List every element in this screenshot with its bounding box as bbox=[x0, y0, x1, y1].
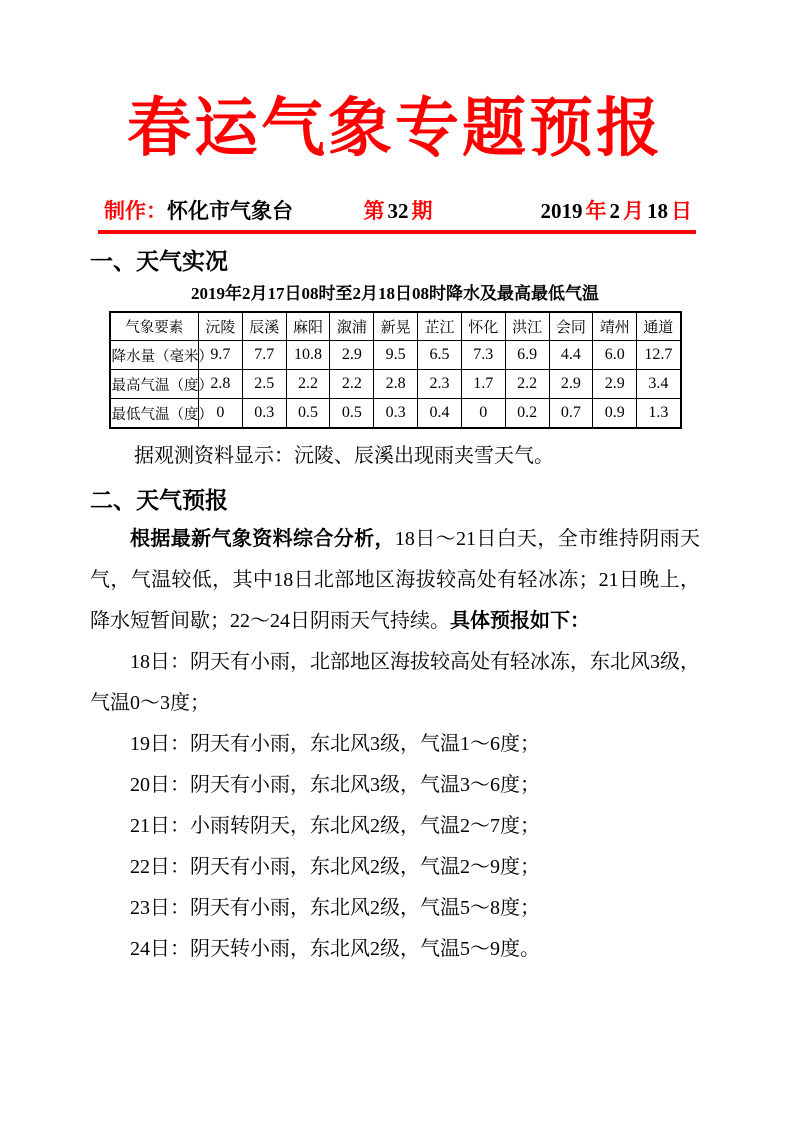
observation-note: 据观测资料显示：沅陵、辰溪出现雨夹雪天气。 bbox=[134, 444, 554, 467]
daily-forecast-day20: 20日：阴天有小雨，东北风3级，气温3～6度； bbox=[130, 773, 540, 796]
issue-prefix: 第 bbox=[363, 199, 385, 223]
table-cell: 12.7 bbox=[637, 341, 681, 370]
table-cell: 0.3 bbox=[242, 399, 286, 428]
table-cell: 3.4 bbox=[637, 370, 681, 399]
row-label: 降水量（毫米） bbox=[110, 341, 199, 370]
forecast-summary bbox=[90, 519, 700, 642]
table-cell: 9.5 bbox=[374, 341, 418, 370]
table-cell: 10.8 bbox=[286, 341, 330, 370]
table-cell: 6.0 bbox=[593, 341, 637, 370]
table-header-cell: 通道 bbox=[637, 312, 681, 341]
producer bbox=[104, 197, 315, 227]
table-header-cell: 辰溪 bbox=[242, 312, 286, 341]
date-year-unit: 年 bbox=[585, 199, 607, 223]
row-label: 最低气温（度） bbox=[110, 399, 199, 428]
table-cell: 0.5 bbox=[330, 399, 374, 428]
table-cell: 0 bbox=[199, 399, 243, 428]
table-header-row bbox=[110, 312, 681, 341]
table-row-max-temp bbox=[110, 370, 681, 399]
table-header-cell: 新晃 bbox=[374, 312, 418, 341]
masthead-divider-rule bbox=[98, 230, 696, 234]
table-cell: 0.9 bbox=[593, 399, 637, 428]
table-row-precipitation bbox=[110, 341, 681, 370]
daily-forecast-day21: 21日：小雨转阴天，东北风2级，气温2～7度； bbox=[130, 814, 540, 837]
document-title: 春运气象专题预报 bbox=[127, 93, 663, 164]
table-cell: 2.8 bbox=[374, 370, 418, 399]
issue-value: 32 bbox=[387, 198, 409, 223]
date-day: 18 bbox=[647, 198, 668, 223]
table-cell: 4.4 bbox=[549, 341, 593, 370]
daily-forecast-day23: 23日：阴天有小雨，东北风2级，气温5～8度； bbox=[130, 896, 540, 919]
table-header-cell: 靖州 bbox=[593, 312, 637, 341]
producer-label: 制作： bbox=[104, 199, 167, 223]
summary-body: 18日～21日白天，全市维持阴雨天气，气温较低，其中18日北部地区海拔较高处有轻冰冻；21日晚上，降水短暂间歇；22～24日阴雨天气持续。 bbox=[90, 527, 701, 632]
daily-forecast-day22: 22日：阴天有小雨，东北风2级，气温2～9度； bbox=[130, 855, 540, 878]
section1-heading: 一、天气实况 bbox=[90, 247, 228, 274]
table-cell: 0.7 bbox=[549, 399, 593, 428]
date-year: 2019 bbox=[540, 198, 583, 223]
table-header-cell: 气象要素 bbox=[110, 312, 199, 341]
daily-forecast-list bbox=[90, 642, 700, 970]
table-cell: 2.2 bbox=[286, 370, 330, 399]
daily-forecast-day19: 19日：阴天有小雨，东北风3级，气温1～6度； bbox=[130, 732, 540, 755]
summary-bold-lead: 根据最新气象资料综合分析， bbox=[130, 527, 395, 550]
table-cell: 0.4 bbox=[418, 399, 462, 428]
table-header-cell: 麻阳 bbox=[286, 312, 330, 341]
producer-name: 怀化市气象台 bbox=[167, 199, 293, 223]
table-cell: 6.9 bbox=[505, 341, 549, 370]
date-day-unit: 日 bbox=[671, 199, 692, 223]
table-header-cell: 怀化 bbox=[461, 312, 505, 341]
table-cell: 2.9 bbox=[549, 370, 593, 399]
table-cell: 2.9 bbox=[593, 370, 637, 399]
table-header-cell: 溆浦 bbox=[330, 312, 374, 341]
table-cell: 2.8 bbox=[199, 370, 243, 399]
table-header-cell: 芷江 bbox=[418, 312, 462, 341]
weather-table-caption: 2019年2月17日08时至2月18日08时降水及最高最低气温 bbox=[191, 283, 599, 303]
issue-number bbox=[315, 196, 480, 227]
table-cell: 7.7 bbox=[242, 341, 286, 370]
issue-date bbox=[481, 196, 692, 227]
table-cell: 1.3 bbox=[637, 399, 681, 428]
section2-heading: 二、天气预报 bbox=[90, 486, 228, 513]
table-cell: 0.3 bbox=[374, 399, 418, 428]
table-cell: 9.7 bbox=[199, 341, 243, 370]
masthead bbox=[90, 196, 700, 227]
row-label: 最高气温（度） bbox=[110, 370, 199, 399]
issue-suffix: 期 bbox=[411, 199, 433, 223]
table-header-cell: 洪江 bbox=[505, 312, 549, 341]
table-cell: 1.7 bbox=[461, 370, 505, 399]
table-cell: 7.3 bbox=[461, 341, 505, 370]
daily-forecast-day18: 18日：阴天有小雨，北部地区海拔较高处有轻冰冻，东北风3级，气温0～3度； bbox=[90, 650, 700, 714]
weather-observation-table bbox=[109, 311, 682, 429]
table-cell: 0.2 bbox=[505, 399, 549, 428]
summary-bold-tail: 具体预报如下： bbox=[450, 609, 590, 632]
table-cell: 6.5 bbox=[418, 341, 462, 370]
table-cell: 2.2 bbox=[505, 370, 549, 399]
table-cell: 2.2 bbox=[330, 370, 374, 399]
date-month: 2 bbox=[609, 198, 620, 223]
table-cell: 2.5 bbox=[242, 370, 286, 399]
table-cell: 0 bbox=[461, 399, 505, 428]
table-cell: 2.3 bbox=[418, 370, 462, 399]
table-cell: 2.9 bbox=[330, 341, 374, 370]
daily-forecast-day24: 24日：阴天转小雨，东北风2级，气温5～9度。 bbox=[130, 937, 540, 960]
table-cell: 0.5 bbox=[286, 399, 330, 428]
table-header-cell: 会同 bbox=[549, 312, 593, 341]
date-month-unit: 月 bbox=[623, 199, 644, 223]
table-row-min-temp bbox=[110, 399, 681, 428]
table-header-cell: 沅陵 bbox=[199, 312, 243, 341]
